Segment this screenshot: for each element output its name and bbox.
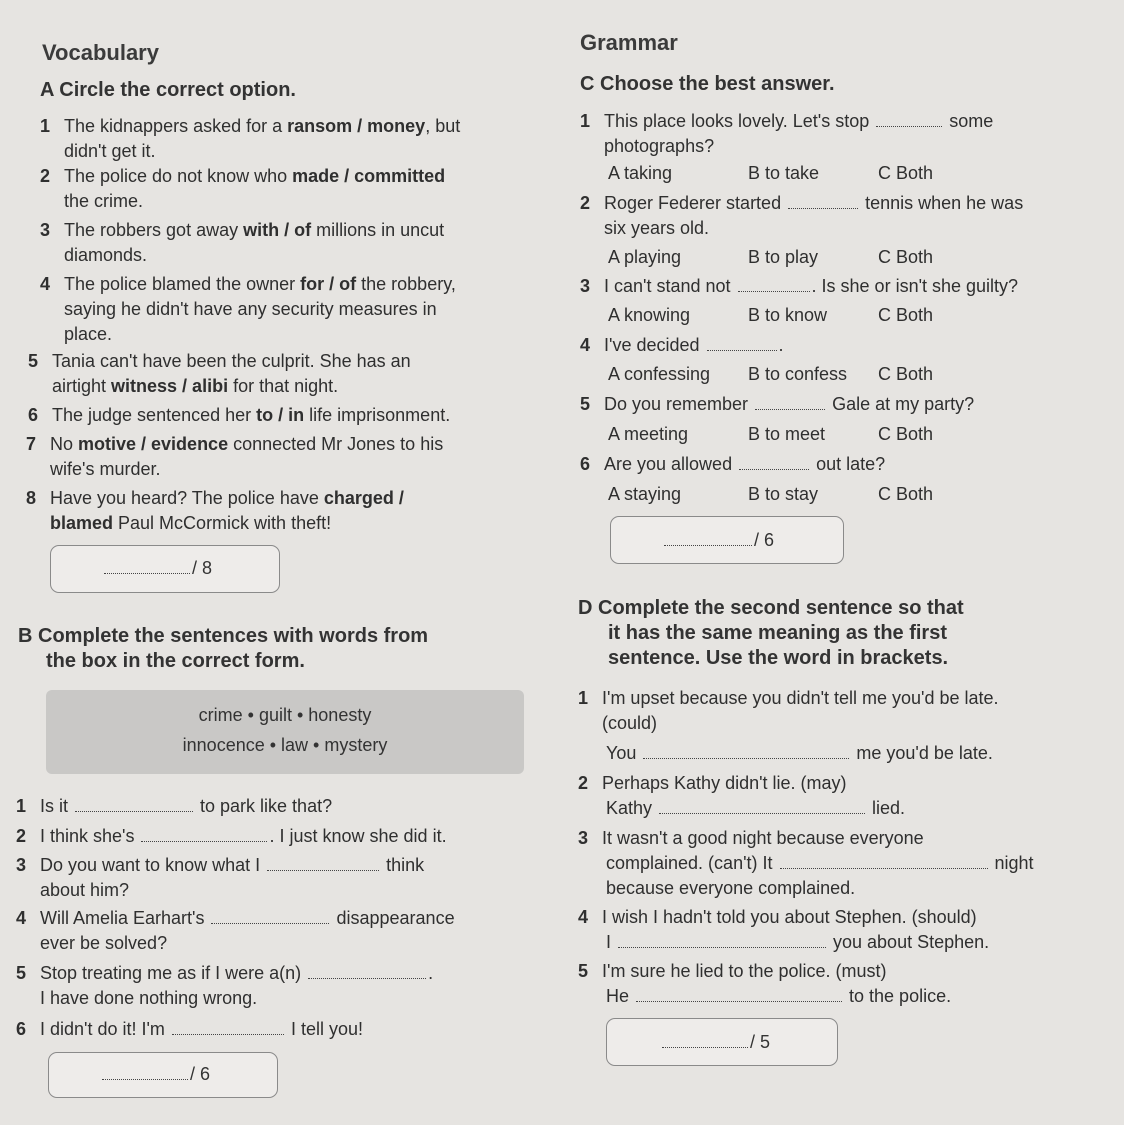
option-a[interactable]: A playing [608, 247, 682, 267]
b-item-num: 3 [16, 855, 27, 875]
a-item-text: Tania can't have been the culprit. She has an [52, 351, 411, 371]
d-item-5-answer [606, 984, 951, 1009]
b-item-1 [16, 794, 332, 819]
d-item-text: night [989, 853, 1034, 873]
c-item-text: some [944, 111, 994, 131]
b-item-text: I have done nothing wrong. [40, 988, 258, 1008]
d-item-5 [578, 959, 887, 984]
vocabulary-title: Vocabulary [42, 40, 159, 65]
c-item-text: six years old. [604, 218, 710, 238]
answer-blank[interactable] [172, 1020, 284, 1035]
answer-blank[interactable] [308, 964, 426, 979]
c-item-num: 6 [580, 454, 591, 474]
option-a[interactable]: A staying [608, 484, 682, 504]
answer-blank[interactable] [659, 799, 865, 814]
option-c[interactable]: C Both [878, 247, 934, 267]
answer-blank[interactable] [267, 856, 379, 871]
word-box [46, 690, 524, 774]
a-item-text: millions in uncut [311, 220, 445, 240]
section-d-heading-line: sentence. Use the word in brackets. [608, 647, 949, 669]
c-item-text: This place looks lovely. Let's stop [604, 111, 875, 131]
d-item-3 [578, 826, 924, 851]
a-item-3 [40, 218, 444, 268]
option-b[interactable]: B to stay [748, 484, 819, 504]
c-item-num: 3 [580, 276, 591, 296]
section-b-heading-line: B Complete the sentences with words from [18, 625, 429, 647]
b-item-text: I didn't do it! I'm [40, 1019, 170, 1039]
a-item-num: 5 [28, 351, 39, 371]
d-item-text: I [606, 932, 617, 952]
section-d-heading [578, 596, 964, 671]
answer-blank[interactable] [636, 987, 842, 1002]
a-item-text: The robbers got away [64, 220, 244, 240]
d-item-1 [578, 686, 999, 736]
a-item-5 [28, 349, 411, 399]
c-item-2 [580, 191, 1023, 241]
b-item-text: to park like that? [195, 796, 333, 816]
a-item-options[interactable]: motive / evidence [78, 434, 229, 454]
answer-blank[interactable] [707, 336, 777, 351]
b-item-text: I think she's [40, 826, 140, 846]
answer-blank[interactable] [618, 933, 826, 948]
score-total: / 8 [192, 558, 213, 578]
a-item-num: 7 [26, 434, 37, 454]
c-item-text: I can't stand not [604, 276, 736, 296]
c-item-text: I've decided [604, 335, 705, 355]
b-item-text: ever be solved? [40, 933, 168, 953]
c-item-6-options [608, 482, 933, 507]
d-item-text: It wasn't a good night because everyone [602, 828, 924, 848]
answer-blank[interactable] [780, 854, 988, 869]
d-item-num: 1 [578, 688, 589, 708]
a-item-text: airtight [52, 376, 112, 396]
a-item-text: The judge sentenced her [52, 405, 257, 425]
d-item-2-answer [606, 796, 905, 821]
option-a[interactable]: A knowing [608, 305, 691, 325]
d-item-num: 3 [578, 828, 589, 848]
score-total: / 6 [190, 1064, 211, 1084]
d-item-text: lied. [867, 798, 906, 818]
d-item-text: (could) [602, 713, 658, 733]
a-item-options[interactable]: to / in [256, 405, 305, 425]
c-item-text: photographs? [604, 136, 715, 156]
d-item-text: I'm upset because you didn't tell me you'd be late. [602, 688, 999, 708]
b-item-4 [16, 906, 455, 956]
b-item-text: about him? [40, 880, 130, 900]
section-d-heading-line: D Complete the second sentence so that [578, 597, 964, 619]
a-item-text: , but [425, 116, 461, 136]
a-item-4 [40, 272, 456, 347]
d-item-text: He [606, 986, 635, 1006]
a-item-text: The police blamed the owner [64, 274, 301, 294]
b-item-3 [16, 853, 424, 903]
d-item-text: You [606, 743, 642, 763]
b-item-text: . [428, 963, 434, 983]
d-item-4-answer [606, 930, 989, 955]
a-item-2 [40, 164, 445, 214]
answer-blank[interactable] [788, 194, 858, 209]
c-item-2-options [608, 245, 933, 270]
c-item-3 [580, 274, 1018, 299]
option-b[interactable]: B to play [748, 247, 819, 267]
word-box-line: innocence • law • mystery [182, 735, 388, 755]
option-a[interactable]: A meeting [608, 424, 689, 444]
answer-blank[interactable] [739, 455, 809, 470]
answer-blank[interactable] [876, 112, 942, 127]
a-item-num: 3 [40, 220, 51, 240]
d-item-num: 2 [578, 773, 589, 793]
answer-blank[interactable] [643, 744, 849, 759]
a-item-num: 4 [40, 274, 51, 294]
option-c[interactable]: C Both [878, 163, 934, 183]
answer-blank[interactable] [75, 797, 193, 812]
a-item-options[interactable]: charged / [323, 488, 404, 508]
answer-blank[interactable] [141, 827, 267, 842]
a-item-options[interactable]: ransom / money [287, 116, 426, 136]
option-b[interactable]: B to meet [748, 424, 826, 444]
c-item-text: . [778, 335, 784, 355]
b-item-text: Is it [40, 796, 74, 816]
option-c[interactable]: C Both [878, 364, 934, 384]
a-item-options[interactable]: witness / alibi [111, 376, 229, 396]
c-item-text: Gale at my party? [827, 394, 975, 414]
a-item-options[interactable]: for / of [300, 274, 357, 294]
c-item-num: 1 [580, 111, 591, 131]
section-b-heading-line: the box in the correct form. [46, 650, 305, 672]
b-item-text: disappearance [331, 908, 455, 928]
score-b[interactable] [100, 1064, 210, 1085]
a-item-1 [40, 114, 460, 164]
b-item-num: 4 [16, 908, 27, 928]
c-item-num: 4 [580, 335, 591, 355]
c-item-num: 5 [580, 394, 591, 414]
option-b[interactable]: B to know [748, 305, 828, 325]
d-item-text: I'm sure he lied to the police. (must) [602, 961, 887, 981]
a-item-text: Have you heard? The police have [50, 488, 324, 508]
a-item-text: No [50, 434, 79, 454]
a-item-text: life imprisonment. [304, 405, 451, 425]
a-item-8 [26, 486, 404, 536]
a-item-text: for that night. [228, 376, 339, 396]
a-item-text: connected Mr Jones to his [228, 434, 444, 454]
a-item-text: the robbery, [356, 274, 456, 294]
d-item-text: Perhaps Kathy didn't lie. (may) [602, 773, 847, 793]
d-item-text: because everyone complained. [606, 878, 856, 898]
c-item-1 [580, 109, 993, 159]
option-c[interactable]: C Both [878, 305, 934, 325]
answer-blank[interactable] [755, 395, 825, 410]
section-b-heading [18, 624, 428, 674]
d-item-text: complained. (can't) It [606, 853, 778, 873]
d-item-2 [578, 771, 847, 796]
option-c[interactable]: C Both [878, 484, 934, 504]
a-item-num: 8 [26, 488, 37, 508]
option-b[interactable]: B to confess [748, 364, 848, 384]
score-total: / 5 [750, 1032, 771, 1052]
c-item-num: 2 [580, 193, 591, 213]
c-item-6 [580, 452, 885, 477]
b-item-text: . I just know she did it. [269, 826, 447, 846]
a-item-text: saying he didn't have any security measures in [64, 299, 437, 319]
a-item-options[interactable]: made / committed [292, 166, 446, 186]
option-b[interactable]: B to take [748, 163, 820, 183]
score-a[interactable] [102, 558, 212, 579]
d-item-text: Kathy [606, 798, 658, 818]
a-item-text: place. [64, 324, 113, 344]
a-item-text: didn't get it. [64, 141, 156, 161]
b-item-num: 6 [16, 1019, 27, 1039]
b-item-6 [16, 1017, 363, 1042]
d-item-num: 4 [578, 907, 589, 927]
c-item-4 [580, 333, 784, 358]
d-item-text: you about Stephen. [828, 932, 990, 952]
b-item-2 [16, 824, 447, 849]
c-item-text: Do you remember [604, 394, 754, 414]
score-total: / 6 [754, 530, 775, 550]
c-item-text: . Is she or isn't she guilty? [811, 276, 1019, 296]
a-item-num: 6 [28, 405, 39, 425]
a-item-7 [26, 432, 443, 482]
a-item-text: The police do not know who [64, 166, 293, 186]
b-item-text: think [381, 855, 425, 875]
section-a-heading: A Circle the correct option. [40, 79, 296, 101]
score-d[interactable] [660, 1032, 770, 1053]
a-item-6 [28, 403, 450, 428]
a-item-text: The kidnappers asked for a [64, 116, 288, 136]
d-item-1-answer [606, 741, 993, 766]
d-item-text: I wish I hadn't told you about Stephen. (should) [602, 907, 977, 927]
a-item-text: Paul McCormick with theft! [113, 513, 332, 533]
c-item-4-options [608, 362, 933, 387]
score-c[interactable] [662, 530, 774, 551]
c-item-3-options [608, 303, 933, 328]
c-item-text: Roger Federer started [604, 193, 787, 213]
d-item-num: 5 [578, 961, 589, 981]
d-item-text: to the police. [844, 986, 952, 1006]
b-item-num: 5 [16, 963, 27, 983]
a-item-options[interactable]: with / of [243, 220, 312, 240]
option-c[interactable]: C Both [878, 424, 934, 444]
b-item-num: 2 [16, 826, 27, 846]
a-item-text: wife's murder. [50, 459, 161, 479]
word-box-line: crime • guilt • honesty [198, 705, 372, 725]
b-item-text: I tell you! [285, 1019, 363, 1039]
c-item-1-options [608, 161, 933, 186]
a-item-text: diamonds. [64, 245, 148, 265]
answer-blank[interactable] [738, 277, 810, 292]
option-a[interactable]: A taking [608, 163, 673, 183]
c-item-text: out late? [811, 454, 886, 474]
a-item-text: the crime. [64, 191, 144, 211]
c-item-text: tennis when he was [860, 193, 1024, 213]
c-item-5 [580, 392, 974, 417]
b-item-5 [16, 961, 433, 1011]
grammar-title: Grammar [580, 30, 678, 55]
d-item-text: me you'd be late. [851, 743, 993, 763]
a-item-options[interactable]: blamed [50, 513, 114, 533]
a-item-num: 2 [40, 166, 51, 186]
section-d-heading-line: it has the same meaning as the first [608, 622, 947, 644]
d-item-3-answer [606, 851, 1034, 901]
b-item-num: 1 [16, 796, 27, 816]
c-item-text: Are you allowed [604, 454, 738, 474]
option-a[interactable]: A confessing [608, 364, 711, 384]
section-c-heading: C Choose the best answer. [580, 73, 835, 95]
a-item-num: 1 [40, 116, 51, 136]
d-item-4 [578, 905, 977, 930]
b-item-text: Stop treating me as if I were a(n) [40, 963, 307, 983]
c-item-5-options [608, 422, 933, 447]
answer-blank[interactable] [211, 909, 329, 924]
b-item-text: Will Amelia Earhart's [40, 908, 210, 928]
b-item-text: Do you want to know what I [40, 855, 266, 875]
